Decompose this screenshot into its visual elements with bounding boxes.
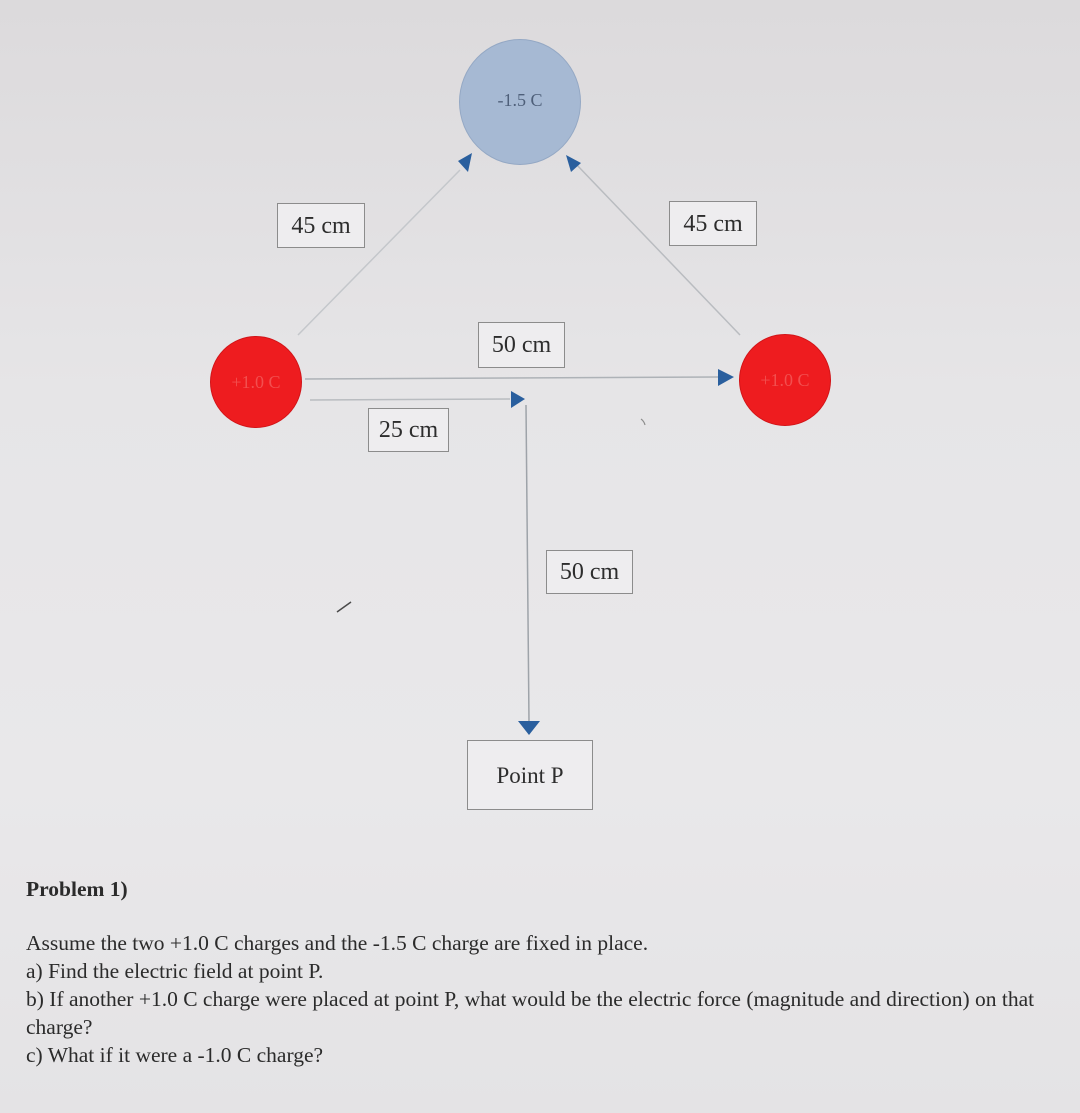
negative-charge-label: -1.5 C xyxy=(497,89,543,110)
half-base-arrowhead xyxy=(511,391,525,408)
left-charge-label: +1.0 C xyxy=(231,371,281,392)
stray-mark xyxy=(337,602,351,612)
point-p-box: Point P xyxy=(467,740,593,810)
down-distance-label: 50 cm xyxy=(546,550,633,594)
right-side-distance-label: 45 cm xyxy=(669,201,757,246)
problem-heading: Problem 1) xyxy=(26,877,128,901)
left-side-arrowhead xyxy=(458,153,472,172)
right-side-line xyxy=(575,163,740,335)
down-line xyxy=(526,405,529,722)
left-positive-charge xyxy=(210,336,302,428)
problem-part-a: a) Find the electric field at point P. xyxy=(26,958,324,983)
stray-dot xyxy=(641,419,645,425)
half-base-line xyxy=(310,399,510,400)
problem-intro: Assume the two +1.0 C charges and the -1.5 C charge are fixed in place. xyxy=(26,930,649,955)
base-distance-label: 50 cm xyxy=(478,322,565,368)
problem-text xyxy=(26,876,1056,1070)
negative-charge xyxy=(459,39,581,165)
down-arrowhead xyxy=(518,721,540,735)
right-charge-label: +1.0 C xyxy=(760,369,810,390)
half-base-distance-label: 25 cm xyxy=(368,408,449,452)
right-positive-charge xyxy=(739,334,831,426)
left-side-distance-label: 45 cm xyxy=(277,203,365,248)
left-side-line xyxy=(298,170,460,335)
base-line xyxy=(305,377,718,379)
base-arrowhead xyxy=(718,369,734,386)
right-side-arrowhead xyxy=(566,155,581,172)
problem-part-c: c) What if it were a -1.0 C charge? xyxy=(26,1042,324,1067)
problem-part-b: b) If another +1.0 C charge were placed at point P, what would be the electric force (magnitude and direction) on that charge? xyxy=(26,986,1035,1039)
